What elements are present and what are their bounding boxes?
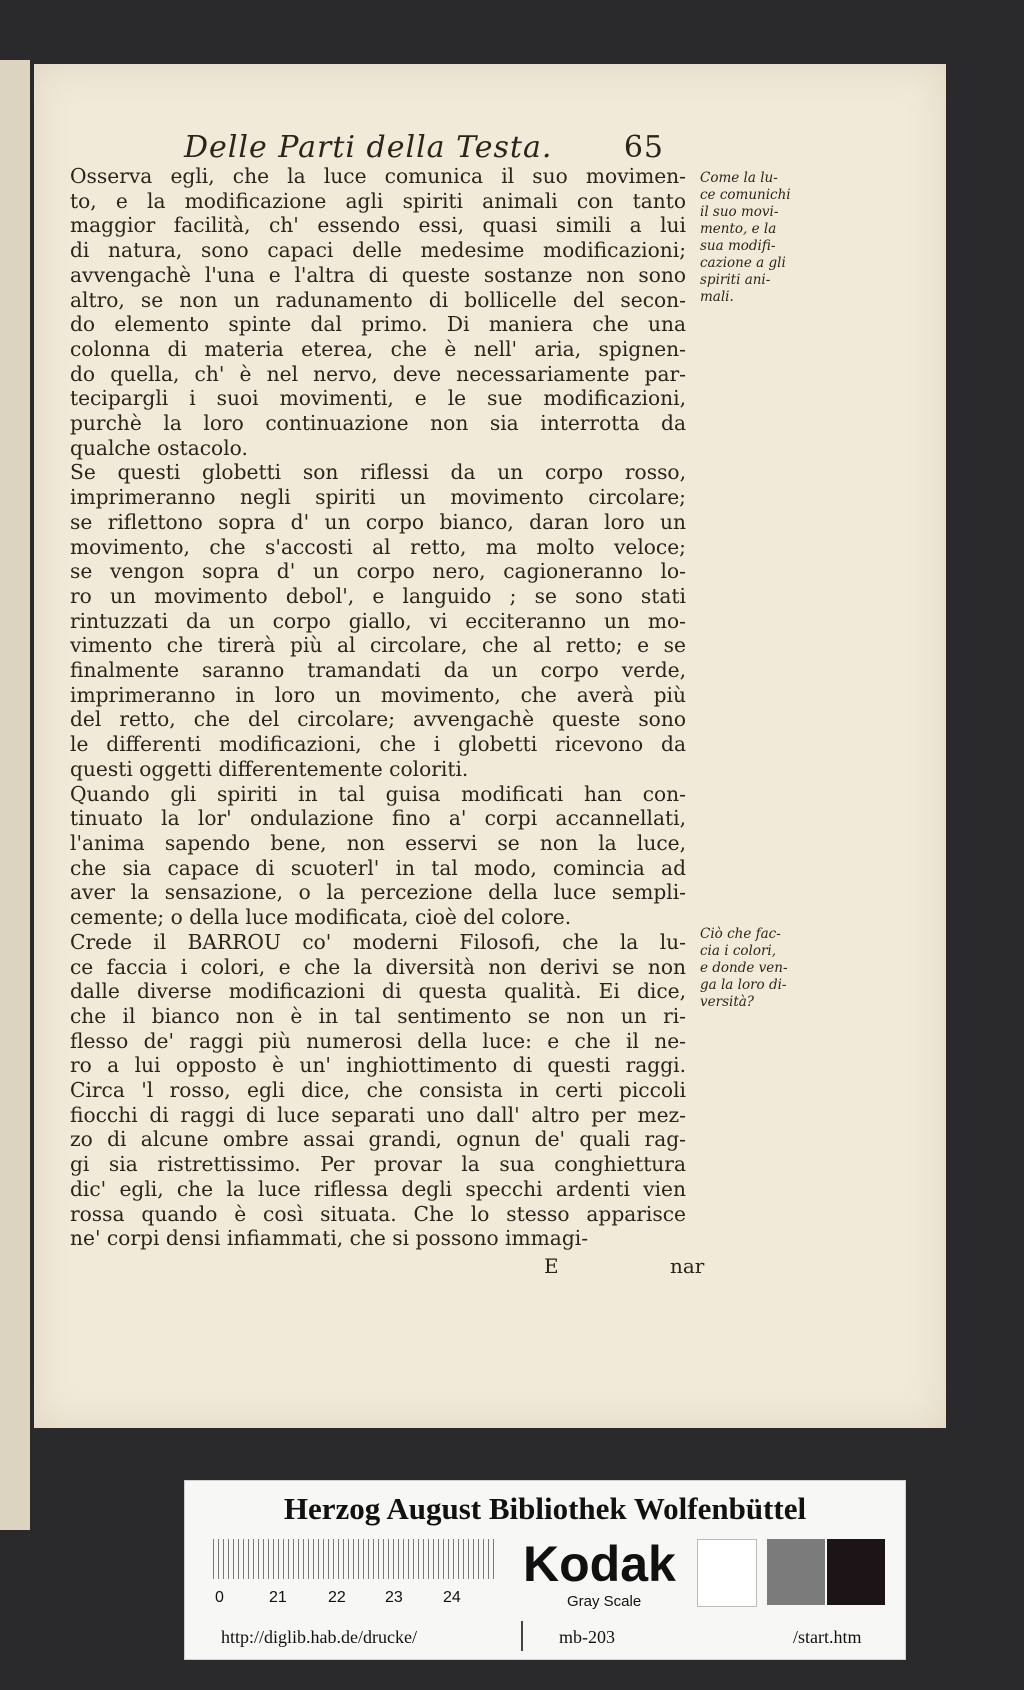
text-line: aver la sensazione, o la percezione della luce sempli-: [70, 880, 686, 905]
body-text: [70, 164, 686, 1251]
margin-note-line: Ciò che fac-: [700, 926, 781, 942]
text-line: questi oggetti differentemente coloriti.: [70, 756, 469, 781]
text-line: do elemento spinte dal primo. Di maniera che una: [70, 312, 686, 337]
text-line: movimento, che s'accosti al retto, ma molto veloce;: [70, 534, 686, 559]
margin-note-line: ce comunichi: [700, 187, 791, 203]
white-swatch: [697, 1539, 757, 1607]
text-line: di natura, sono capaci delle medesime modificazioni;: [70, 238, 686, 263]
text-line: tecipargli i suoi movimenti, e le sue modificazioni,: [70, 386, 686, 411]
text-line: che sia capace di scuoterl' in tal modo, comincia ad: [70, 855, 686, 880]
text-line: do quella, ch' è nel nervo, deve necessariamente par-: [70, 361, 686, 386]
black-swatch: [827, 1539, 885, 1605]
text-line: dalle diverse modificazioni di questa qualità. Ei dice,: [70, 979, 686, 1004]
margin-note-line: il suo movi-: [700, 204, 779, 220]
url-separator: [521, 1621, 523, 1651]
text-line: avvengachè l'una e l'altra di queste sostanze non sono: [70, 262, 686, 287]
text-line: Quando gli spiriti in tal guisa modificati han con-: [70, 781, 686, 806]
text-line: altro, se non un radunamento di bollicelle del secon-: [70, 287, 686, 312]
margin-note-line: e donde ven-: [700, 960, 788, 976]
text-line: vimento che tirerà più al circolare, che al retto; e se: [70, 633, 686, 658]
text-line: cemente; o della luce modificata, cioè del colore.: [70, 905, 572, 930]
signature-mark: E: [544, 1254, 559, 1278]
text-line: rintuzzati da un corpo giallo, vi ecciteranno un mo-: [70, 608, 686, 633]
gray-scale-label: Gray Scale: [567, 1593, 642, 1610]
margin-note-line: cazione a gli: [700, 255, 786, 271]
text-line: ce faccia i colori, e che la diversità non derivi se non: [70, 954, 686, 979]
margin-note-light: [700, 170, 800, 306]
url-suffix: /start.htm: [793, 1627, 862, 1647]
text-line: Circa 'l rosso, egli dice, che consista in certi piccoli: [70, 1078, 686, 1103]
text-line: ne' corpi densi infiammati, che si possono immagi-: [70, 1226, 589, 1251]
text-line: imprimeranno negli spiriti un movimento circolare;: [70, 485, 686, 510]
text-line: tinuato la lor' ondulazione fino a' corpi accannellati,: [70, 806, 686, 831]
library-name: Herzog August Bibliothek Wolfenbüttel: [283, 1491, 807, 1526]
running-header: [184, 130, 704, 165]
book-page: [34, 64, 946, 1428]
margin-note-colors: [700, 926, 800, 1011]
gray-swatch: [767, 1539, 825, 1605]
url-base: http://diglib.hab.de/drucke/: [221, 1627, 417, 1647]
text-line: maggior facilità, ch' essendo essi, quasi simili a lui: [70, 213, 686, 238]
text-line: finalmente saranno tramandati da un corpo verde,: [70, 658, 686, 683]
margin-note-line: mali.: [700, 289, 734, 305]
text-line: Crede il BARROU co' moderni Filosofi, che la lu-: [70, 929, 686, 954]
text-line: che il bianco non è in tal sentimento se non un ri-: [70, 1003, 686, 1028]
margin-note-line: versità?: [700, 994, 755, 1010]
text-line: qualche ostacolo.: [70, 435, 248, 460]
brand-logo: Kodak: [523, 1536, 676, 1592]
text-line: ro un movimento debol', e languido ; se sono stati: [70, 583, 686, 608]
ruler-number: 21: [269, 1589, 287, 1606]
text-line: rossa quando è così situata. Che lo stesso apparisce: [70, 1201, 686, 1226]
margin-note-line: spiriti ani-: [700, 272, 771, 288]
text-line: gi sia ristrettissimo. Per provar la sua conghiettura: [70, 1152, 686, 1177]
margin-note-line: sua modifi-: [700, 238, 776, 254]
scale-ruler: [213, 1539, 495, 1579]
text-line: le differenti modificazioni, che i globetti ricevono da: [70, 732, 686, 757]
text-line: flesso de' raggi più numerosi della luce: e che il ne-: [70, 1028, 686, 1053]
ruler-number: 23: [385, 1589, 403, 1606]
text-line: to, e la modificazione agli spiriti animali con tanto: [70, 188, 686, 213]
text-line: imprimeranno in loro un movimento, che averà più: [70, 682, 686, 707]
header-title: Delle Parti della Testa.: [184, 130, 553, 165]
margin-note-line: cia i colori,: [700, 943, 777, 959]
text-line: se riflettono sopra d' un corpo bianco, daran loro un: [70, 509, 686, 534]
text-line: colonna di materia eterea, che è nell' aria, spignen-: [70, 336, 686, 361]
catchword: nar: [670, 1254, 705, 1278]
margin-note-line: mento, e la: [700, 221, 777, 237]
text-line: l'anima sapendo bene, non esservi se non la luce,: [70, 830, 686, 855]
text-line: zo di alcune ombre assai grandi, ognun de' quali rag-: [70, 1127, 686, 1152]
text-line: Se questi globetti son riflessi da un corpo rosso,: [70, 460, 686, 485]
ruler-number: 24: [443, 1589, 461, 1606]
ruler-number: 22: [328, 1589, 346, 1606]
adjacent-page-edge: [0, 60, 30, 1530]
page-number: 65: [623, 130, 664, 165]
color-target-card: [184, 1480, 906, 1660]
text-line: fiocchi di raggi di luce separati uno dall' altro per mez-: [70, 1102, 686, 1127]
text-line: purchè la loro continuazione non sia interrotta da: [70, 411, 686, 436]
text-line: del retto, che del circolare; avvengachè queste sono: [70, 707, 686, 732]
text-line: se vengon sopra d' un corpo nero, cagioneranno lo-: [70, 559, 686, 584]
url-id: mb-203: [559, 1627, 615, 1647]
ruler-numbers: [215, 1589, 495, 1609]
text-line: ro a lui opposto è un' inghiottimento di questi raggi.: [70, 1053, 686, 1078]
text-line: dic' egli, che la luce riflessa degli specchi ardenti vien: [70, 1176, 686, 1201]
ruler-number: 0: [215, 1589, 224, 1606]
text-line: Osserva egli, che la luce comunica il suo movimen-: [70, 164, 686, 188]
margin-note-line: ga la loro di-: [700, 977, 787, 993]
margin-note-line: Come la lu-: [700, 170, 778, 186]
